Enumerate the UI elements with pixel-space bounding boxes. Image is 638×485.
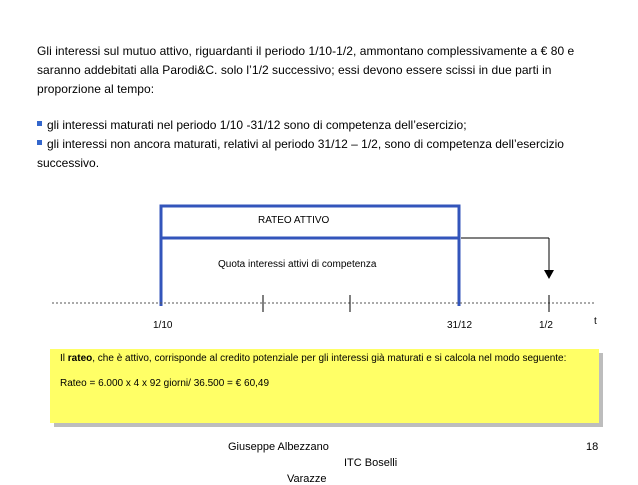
axis-label-t: t bbox=[594, 316, 597, 327]
note-text: Il rateo, che è attivo, corrisponde al credito potenziale per gli interessi già maturati e si calcola nel modo seguente: bbox=[60, 353, 567, 364]
tick-label-payment: 1/2 bbox=[539, 320, 553, 331]
inner-label: Quota interessi attivi di competenza bbox=[218, 259, 377, 270]
footer-city: Varazze bbox=[287, 473, 327, 485]
tick-label-end-period: 31/12 bbox=[447, 320, 473, 331]
footer-author: Giuseppe Albezzano bbox=[228, 441, 329, 453]
tick-label-start: 1/10 bbox=[153, 320, 173, 331]
note-calculation: Rateo = 6.000 x 4 x 92 giorni/ 36.500 = € 60,49 bbox=[60, 378, 270, 389]
bullet-text: gli interessi maturati nel periodo 1/10 -31/12 sono di competenza dell’esercizio; bbox=[47, 118, 467, 132]
note-box bbox=[50, 349, 599, 423]
rateo-box-label: RATEO ATTIVO bbox=[258, 215, 330, 226]
intro-paragraph: Gli interessi sul mutuo attivo, riguardanti il periodo 1/10-1/2, ammontano complessivamente a € 80 e saranno addebitati alla Parodi&C. solo l’1/2 successivo; essi devono essere scissi in due parti in proporzione al tempo: bbox=[37, 44, 575, 96]
bullet-text: gli interessi non ancora maturati, relativi al periodo 31/12 – 1/2, sono di competenza dell’esercizio successivo. bbox=[37, 137, 564, 170]
arrow-down-icon bbox=[544, 270, 554, 279]
page-number: 18 bbox=[586, 441, 599, 453]
footer-school: ITC Boselli bbox=[344, 457, 398, 469]
note-bold-word: rateo bbox=[67, 353, 93, 364]
